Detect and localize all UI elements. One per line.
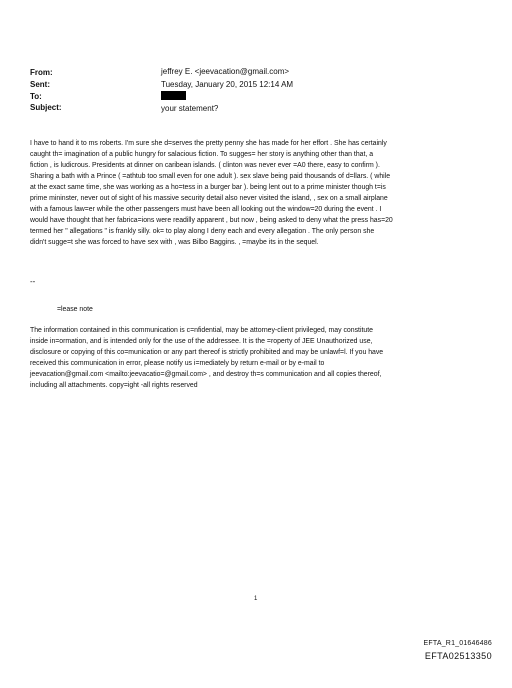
body-line: with a famous law=er while the other passengers must have been all looking out the window=20 during the event . I [30, 206, 382, 213]
disclaimer-line: The information contained in this communication is c=nfidential, may be attorney-client privileged, may constitute [30, 327, 373, 334]
disclaimer-line: disclosure or copying of this co=munication or any part thereof is strictly prohibited and may be unlawf=l. If you have [30, 349, 384, 356]
body-line: caught th= imagination of a public hungry for salacious fiction. To sugges= her story is anything other than that, a [30, 151, 374, 158]
from-value: jeffrey E. <jeevacation@gmail.com> [161, 67, 290, 76]
body-line: I have to hand it to ms roberts. I'm sure she d=serves the pretty penny she has made for her effort . She has certainly [30, 140, 387, 147]
to-label: To: [30, 92, 42, 101]
body-line: didn't sugge=t she was forced to have sex with , was Bilbo Baggins. , =maybe its in the sequel. [30, 239, 319, 246]
body-line: termed her " allegations " is frankly silly. ok= to play along I deny each and every allegation . The only person she [30, 228, 375, 235]
body-line: prime mininster, never out of sight of his massive security detail also never visited the island, , sex on a small airplane [30, 195, 388, 202]
body-line: would have thought that her fabrica=ions were readilly apparent , but now , being asked to deny what the press has=20 [30, 217, 393, 224]
disclaimer-line: inside in=ormation, and is intended only for the use of the addressee. It is the =roperty of JEE Unauthorized use, [30, 338, 373, 345]
disclaimer-line: received this communication in error, please notify us i=mediately by return e-mail or by e-mail to [30, 360, 325, 367]
signature-separator: -- [30, 277, 36, 286]
disclaimer [30, 325, 488, 391]
footer-id-primary: EFTA_R1_01646486 [423, 640, 492, 647]
from-label: From: [30, 68, 53, 77]
disclaimer-line: jeevacation@gmail.com <mailto:jeevacatio=@gmail.com> , and destroy th=s communication and all copies thereof, [30, 371, 382, 378]
body-line: fiction , is ludicrous. Presidents at dinner on caribean islands. ( clinton was never ever =A0 there, easy to confirm ). [30, 162, 380, 169]
email-body [30, 138, 488, 248]
body-line: Sharing a bath with a Prince ( =athtub too small even for one adult ). sex slave being paid thousands of d=llars. ( while [30, 173, 391, 180]
sent-value: Tuesday, January 20, 2015 12:14 AM [161, 80, 294, 89]
body-line: at the exact same time, she was working as a ho=tess in a burger bar ). being lent out to a prime minister though t=is [30, 184, 386, 191]
email-header [0, 0, 512, 120]
subject-value: your statement? [161, 104, 219, 113]
redaction-box [161, 91, 186, 100]
note-heading: =lease note [57, 306, 93, 313]
footer-id-secondary: EFTA02513350 [424, 651, 492, 661]
subject-label: Subject: [30, 103, 62, 112]
disclaimer-line: including all attachments. copy=ight -all rights reserved [30, 382, 198, 389]
page-number: 1 [254, 596, 258, 602]
sent-label: Sent: [30, 80, 50, 89]
